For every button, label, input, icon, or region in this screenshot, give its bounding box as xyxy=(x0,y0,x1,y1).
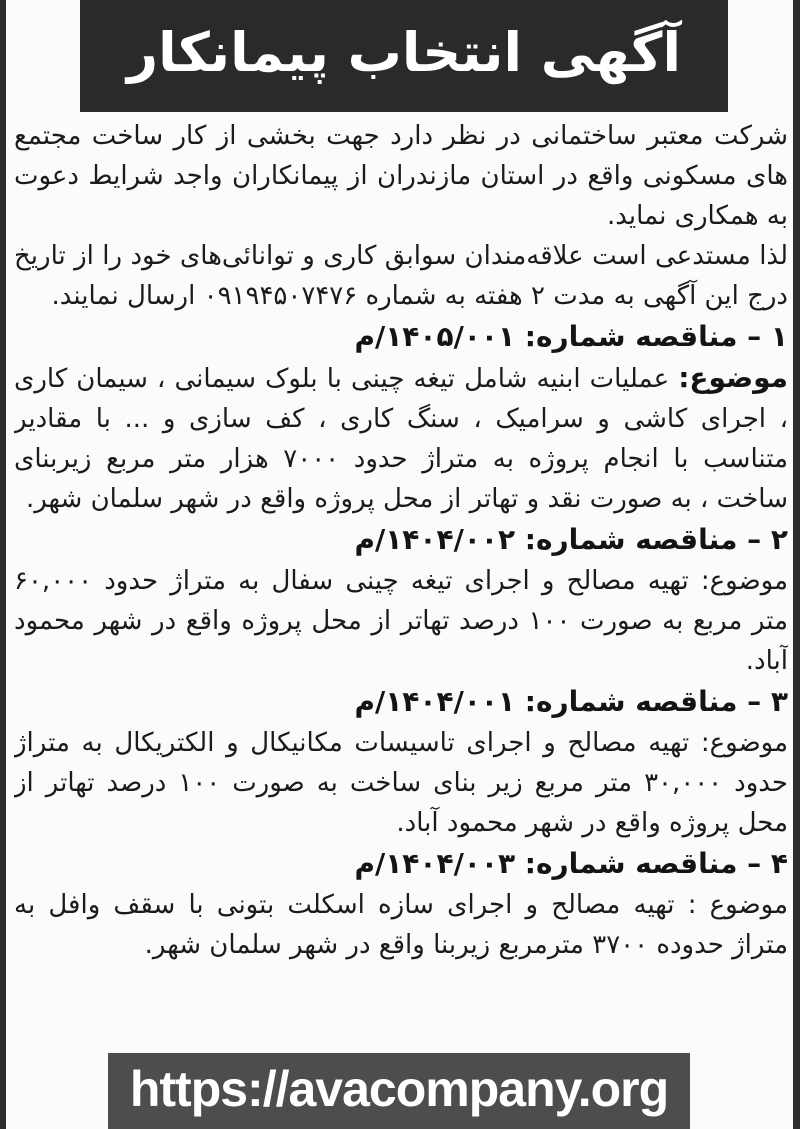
tender-1-subject-label: موضوع: xyxy=(678,361,788,394)
tender-3-subject-paragraph xyxy=(14,723,788,843)
tender-1-heading: ۱ – مناقصه شماره: ۱۴۰۵/۰۰۱/م xyxy=(354,320,788,353)
tender-4-heading: ۴ – مناقصه شماره: ۱۴۰۴/۰۰۳/م xyxy=(354,847,788,880)
tender-3 xyxy=(14,681,788,843)
title-banner xyxy=(80,0,728,112)
tender-4-subject-paragraph xyxy=(14,885,788,965)
tender-4-subject: تهیه مصالح و اجرای سازه اسکلت بتونی با سقف وافل به متراژ حدوده ۳۷۰۰ مترمربع زیربنا واقع در شهر سلمان شهر. xyxy=(14,890,788,960)
website-url: https://avacompany.org xyxy=(129,1061,669,1117)
tender-2-subject: تهیه مصالح و اجرای تیغه چینی سفال به متراژ حدود ۶۰,۰۰۰ متر مربع به صورت ۱۰۰ درصد تهاتر از محل پروژه واقع در شهر محمود آباد. xyxy=(14,566,788,676)
website-banner xyxy=(108,1053,690,1129)
tender-3-heading: ۳ – مناقصه شماره: ۱۴۰۴/۰۰۱/م xyxy=(354,685,788,718)
intro-paragraph-2: لذا مستدعی است علاقه‌مندان سوابق کاری و توانائی‌های خود را از تاریخ درج این آگهی به مدت ۲ هفته به شماره ۰۹۱۹۴۵۰۷۴۷۶ ارسال نمایند. xyxy=(14,241,788,311)
tender-1-subject: عملیات ابنیه شامل تیغه چینی با بلوک سیمانی ، سیمان کاری ، اجرای کاشی و سرامیک ، سنگ کاری ، کف سازی و ... با مقادیر متناسب با انجام پروژه به متراژ حدود ۷۰۰۰ هزار متر مربع زیربنای ساخت ، به صورت نقد و تهاتر از محل پروژه واقع در شهر سلمان شهر. xyxy=(14,364,788,514)
tender-2-subject-label: موضوع: xyxy=(700,566,788,596)
intro-paragraph-1: شرکت معتبر ساختمانی در نظر دارد جهت بخشی از کار ساخت مجتمع های مسکونی واقع در استان مازندران از پیمانکاران واجد شرایط دعوت به همکاری نماید. xyxy=(14,121,788,231)
ad-body xyxy=(14,116,788,1051)
ad-title: آگهی انتخاب پیمانکار xyxy=(127,20,681,84)
tender-1-subject-paragraph xyxy=(14,358,788,519)
tender-4 xyxy=(14,843,788,965)
page-border-right xyxy=(793,0,800,1129)
tender-3-subject-label: موضوع: xyxy=(700,728,788,758)
tender-4-subject-label: موضوع : xyxy=(687,890,788,920)
tender-2 xyxy=(14,519,788,681)
page-border-left xyxy=(0,0,6,1129)
tender-1 xyxy=(14,316,788,519)
tender-3-subject: تهیه مصالح و اجرای تاسیسات مکانیکال و الکتریکال به متراژ حدود ۳۰,۰۰۰ متر مربع زیر بنای ساخت به صورت ۱۰۰ درصد تهاتر از محل پروژه واقع در شهر محمود آباد. xyxy=(14,728,788,838)
tender-2-heading: ۲ – مناقصه شماره: ۱۴۰۴/۰۰۲/م xyxy=(354,523,788,556)
tender-2-subject-paragraph xyxy=(14,561,788,681)
